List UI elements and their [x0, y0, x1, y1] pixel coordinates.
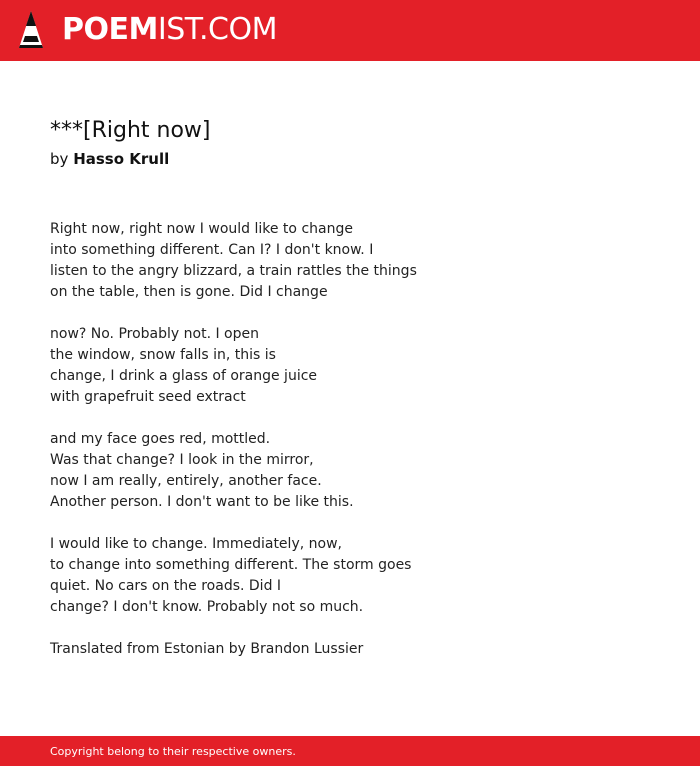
poem-line: change, I drink a glass of orange juice	[50, 368, 318, 384]
poem-line: now I am really, entirely, another face.	[50, 473, 322, 489]
stanza	[50, 429, 650, 513]
stanza	[50, 534, 650, 618]
poem-byline	[50, 149, 169, 169]
poem-line: Another person. I don't want to be like this.	[50, 494, 354, 510]
poem-line: and my face goes red, mottled.	[50, 431, 271, 447]
poem-title: ***[Right now]	[50, 118, 211, 143]
logo-text-bold: POEM	[62, 12, 158, 47]
stanza	[50, 324, 650, 408]
poem-line: I would like to change. Immediately, now,	[50, 536, 342, 552]
logo-text-light: IST.COM	[157, 12, 277, 47]
poem-line: now? No. Probably not. I open	[50, 326, 259, 342]
poem-body	[50, 219, 650, 660]
pencil-tip-icon[interactable]	[17, 9, 45, 51]
site-footer	[0, 736, 700, 766]
poem-line: listen to the angry blizzard, a train rattles the things	[50, 263, 417, 279]
author-name[interactable]: Hasso Krull	[73, 150, 170, 168]
poem-line: change? I don't know. Probably not so much.	[50, 599, 364, 615]
translation-credit: Translated from Estonian by Brandon Lussier	[50, 641, 364, 657]
copyright-notice: Copyright belong to their respective owners.	[50, 745, 296, 758]
site-header	[0, 0, 700, 61]
poem-line: on the table, then is gone. Did I change	[50, 284, 328, 300]
poem-line: with grapefruit seed extract	[50, 389, 246, 405]
poem-line: the window, snow falls in, this is	[50, 347, 276, 363]
byline-label: by	[50, 150, 69, 168]
poem-line: quiet. No cars on the roads. Did I	[50, 578, 282, 594]
poem-line: to change into something different. The storm goes	[50, 557, 412, 573]
poem-line: Right now, right now I would like to change	[50, 221, 353, 237]
poem-line: into something different. Can I? I don't know. I	[50, 242, 374, 258]
stanza	[50, 219, 650, 303]
poem-line: Was that change? I look in the mirror,	[50, 452, 314, 468]
site-logo[interactable]	[62, 12, 277, 48]
